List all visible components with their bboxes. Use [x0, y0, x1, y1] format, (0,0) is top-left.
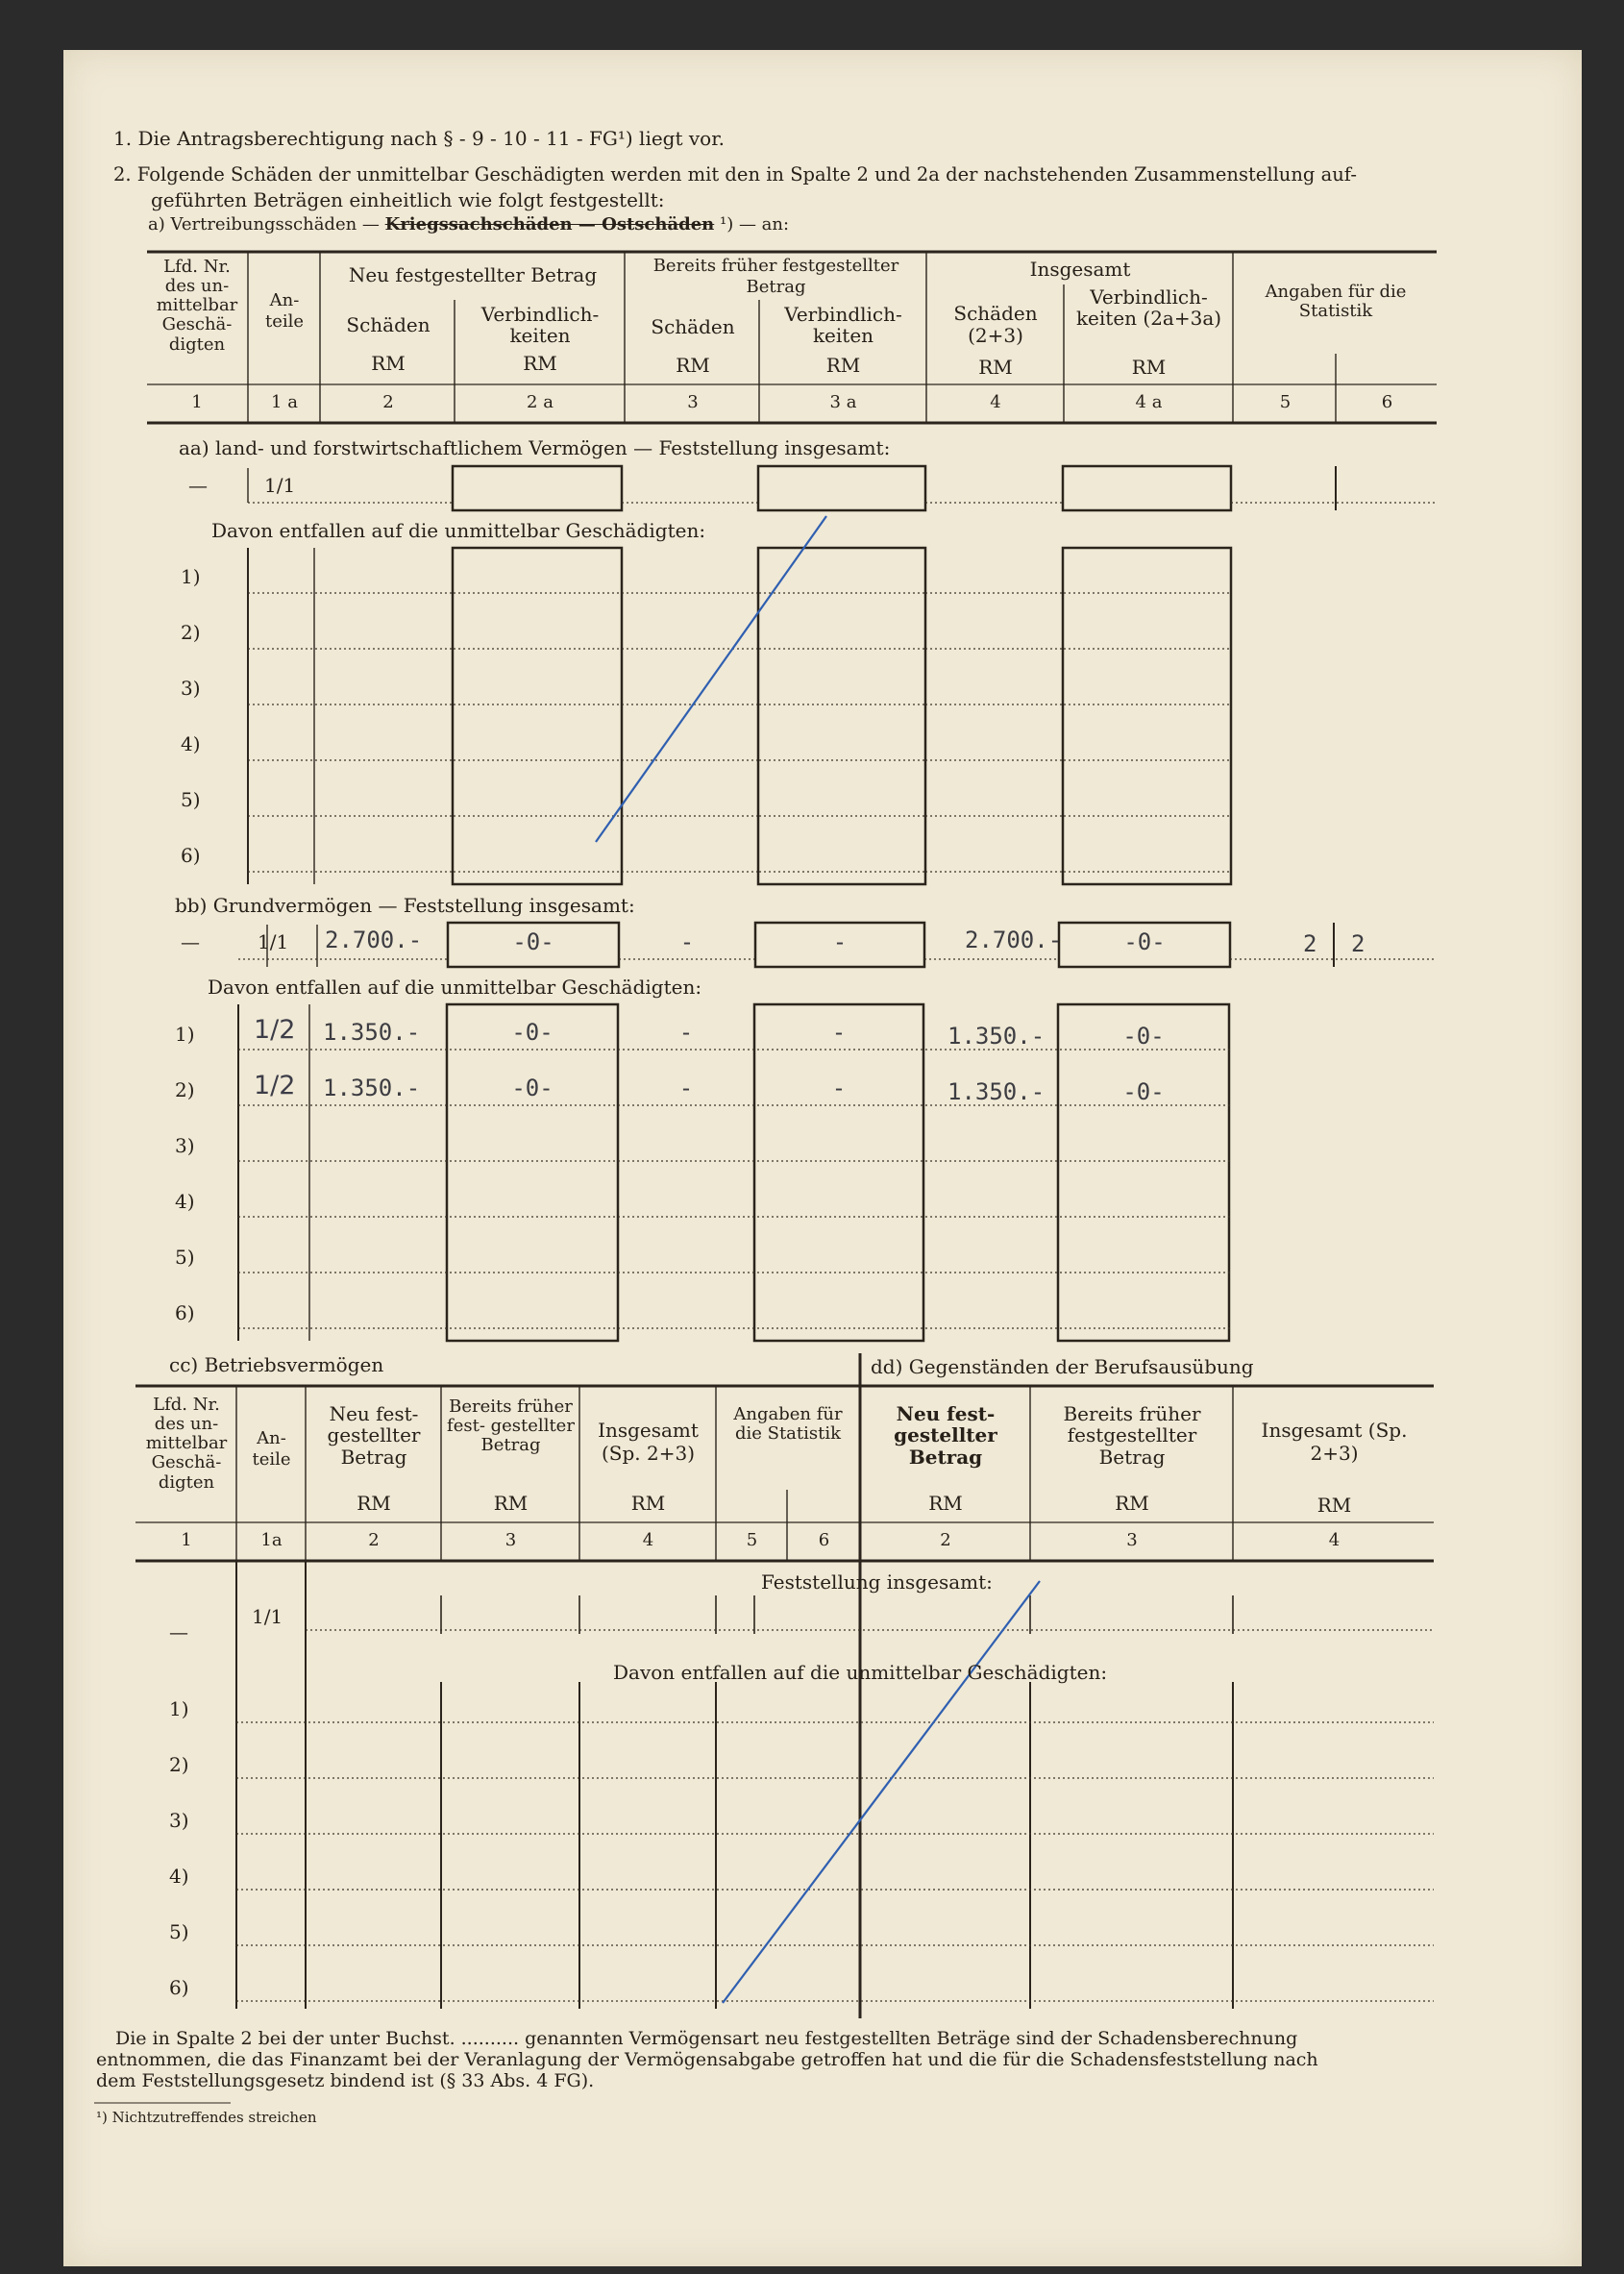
t2-colnum-3: 3: [504, 1530, 517, 1550]
t1-rm-3: RM: [676, 354, 710, 377]
bb-entry-1-neu-verb: -0-: [511, 1019, 554, 1046]
t1-rm-4: RM: [978, 356, 1013, 379]
t1-header-angaben: Angaben für die Statistik: [1265, 282, 1407, 322]
t1-rm-4a: RM: [1131, 356, 1167, 379]
t1-colnum-4: 4: [990, 392, 1001, 412]
aa-row-label-6: 6): [181, 844, 201, 867]
t2-dash: —: [169, 1620, 188, 1644]
t2-header-dd-neu: Neu fest- gestellter Betrag: [894, 1402, 997, 1469]
t1-header-neu-schaeden: Schäden: [346, 313, 431, 336]
t1-header-neu-verb: Verbindlich- keiten: [480, 303, 600, 348]
bb-entry-2-insg-verb: -0-: [1122, 1078, 1165, 1105]
t2-colnum-1a: 1a: [260, 1530, 283, 1550]
bb-dash: —: [181, 930, 200, 953]
t1-header-fr-schaeden: Schäden: [651, 315, 735, 338]
footer-line-3: dem Feststellungsgesetz bindend ist (§ 33 Abs. 4 FG).: [96, 2070, 595, 2091]
bb-row-label-4: 4): [175, 1190, 195, 1213]
t1-colnum-4a: 4 a: [1135, 392, 1163, 412]
bb-total-insg-schaeden: 2.700.-: [965, 927, 1063, 953]
t2-row-label-3: 3): [169, 1809, 189, 1832]
t2-colnum-dd-4: 4: [1328, 1530, 1341, 1550]
damage-type-selected: a) Vertreibungsschäden —: [148, 214, 380, 235]
bb-entry-2-neu-verb: -0-: [511, 1075, 554, 1101]
t1-header-neu: Neu festgestellter Betrag: [348, 263, 598, 286]
t1-rm-2: RM: [371, 352, 406, 375]
t1-colnum-3: 3: [687, 392, 699, 412]
bb-total-neu-schaeden: 2.700.-: [325, 927, 423, 953]
t2-feststellung: Feststellung insgesamt:: [761, 1570, 993, 1594]
bb-entry-2-fr-schaeden: -: [678, 1075, 694, 1101]
t2-rm-2: RM: [357, 1492, 391, 1515]
aa-row-label-2: 2): [181, 621, 201, 644]
aa-row-label-4: 4): [181, 732, 201, 755]
bb-total-stat-5: 2: [1303, 930, 1317, 957]
t1-header-frueher: Bereits früher festgestellter Betrag: [652, 256, 899, 297]
t1-rm-3a: RM: [825, 354, 861, 377]
t2-colnum-1: 1: [181, 1530, 192, 1550]
t1-colnum-2a: 2 a: [527, 392, 554, 412]
t1-header-insg: Insgesamt: [1029, 258, 1131, 281]
t2-row-label-2: 2): [169, 1753, 189, 1776]
t2-rm-dd-3: RM: [1115, 1492, 1149, 1515]
t2-header-angaben: Angaben für die Statistik: [733, 1404, 843, 1445]
damage-type-line: [148, 216, 789, 234]
bb-entry-1-neu-schaeden: 1.350.-: [323, 1019, 421, 1046]
t1-colnum-3a: 3 a: [829, 392, 857, 412]
damage-type-suffix: ¹) — an:: [720, 214, 790, 235]
t2-header-insg: Insgesamt (Sp. 2+3): [598, 1419, 699, 1465]
t2-colnum-2: 2: [368, 1530, 380, 1550]
bb-row-label-2: 2): [175, 1078, 195, 1101]
t2-header-neu: Neu fest- gestellter Betrag: [327, 1402, 421, 1469]
t2-row-label-6: 6): [169, 1976, 189, 1999]
t2-colnum-4: 4: [642, 1530, 654, 1550]
t1-header-lfd-nr: Lfd. Nr. des un- mittelbar Geschä- digten: [156, 257, 238, 355]
aa-dash: —: [188, 474, 208, 497]
t2-header-dd-frueher: Bereits früher festgestellter Betrag: [1063, 1402, 1201, 1469]
bb-davon: Davon entfallen auf die unmittelbar Geschädigten:: [208, 976, 702, 999]
t2-header-lfd-nr: Lfd. Nr. des un- mittelbar Geschä- digten: [145, 1395, 228, 1493]
bb-row-label-3: 3): [175, 1134, 195, 1157]
bb-total-stat-6: 2: [1351, 930, 1366, 957]
bb-total-insg-verb: -0-: [1123, 928, 1166, 955]
pen-stroke-aa: [596, 516, 826, 842]
t1-colnum-6: 6: [1381, 392, 1393, 412]
t1-colnum-1: 1: [191, 392, 203, 412]
bb-row-label-6: 6): [175, 1301, 195, 1324]
t1-rm-2a: RM: [523, 352, 557, 375]
t1-header-anteile: An- teile: [264, 290, 305, 332]
t1-header-insg-verb: Verbindlich- keiten (2a+3a): [1075, 285, 1222, 331]
t2-anteil: 1/1: [252, 1605, 283, 1628]
bb-entry-2-neu-schaeden: 1.350.-: [323, 1075, 421, 1101]
bb-row-label-1: 1): [175, 1023, 195, 1046]
bb-row-label-5: 5): [175, 1246, 195, 1269]
cc-title: cc) Betriebsvermögen: [169, 1353, 384, 1376]
preamble-item-1: 1. Die Antragsberechtigung nach § - 9 - 10 - 11 - FG¹) liegt vor.: [113, 127, 725, 150]
t2-header-frueher: Bereits früher fest- gestellter Betrag: [447, 1397, 575, 1456]
preamble-item-2-line-2: geführten Beträgen einheitlich wie folgt festgestellt:: [151, 188, 665, 211]
t2-row-label-4: 4): [169, 1865, 189, 1888]
t2-rm-4: RM: [630, 1492, 666, 1515]
t2-colnum-dd-2: 2: [940, 1530, 951, 1550]
damage-type-struck: Kriegssachschäden — Ostschäden: [384, 214, 715, 235]
bb-anteil: 1/1: [258, 930, 289, 953]
bb-entry-1-fr-verb: -: [831, 1019, 847, 1046]
bb-entry-2-anteil: 1/2: [254, 1071, 296, 1100]
t2-row-label-5: 5): [169, 1920, 189, 1943]
bb-entry-1-insg-schaeden: 1.350.-: [947, 1023, 1046, 1050]
footer-line-2: entnommen, die das Finanzamt bei der Veranlagung der Vermögensabgabe getroffen hat und die für die Schadensfeststellung nach: [96, 2049, 1318, 2070]
pen-stroke-cc-dd: [723, 1581, 1040, 2003]
t1-header-insg-schaeden: Schäden (2+3): [953, 302, 1038, 347]
aa-anteil: 1/1: [264, 474, 296, 497]
bb-total-fr-verb: -: [832, 928, 848, 955]
bb-entry-1-fr-schaeden: -: [678, 1019, 694, 1046]
aa-title: aa) land- und forstwirtschaftlichem Vermögen — Feststellung insgesamt:: [179, 436, 891, 459]
t2-header-dd-insg: Insgesamt (Sp. 2+3): [1261, 1419, 1408, 1465]
t1-colnum-5: 5: [1279, 392, 1292, 412]
aa-row-label-1: 1): [181, 565, 201, 588]
bb-entry-1-anteil: 1/2: [254, 1015, 296, 1045]
t2-colnum-dd-3: 3: [1126, 1530, 1138, 1550]
t1-colnum-2: 2: [382, 392, 394, 412]
t2-rm-3: RM: [493, 1492, 529, 1515]
t2-colnum-6: 6: [818, 1530, 830, 1550]
footnote: ¹) Nichtzutreffendes streichen: [96, 2109, 317, 2126]
t2-rm-dd-2: RM: [928, 1492, 963, 1515]
t1-colnum-1a: 1 a: [271, 392, 298, 412]
t2-rm-dd-4: RM: [1316, 1494, 1352, 1517]
bb-entry-1-insg-verb: -0-: [1122, 1023, 1165, 1050]
bb-total-fr-schaeden: -: [679, 928, 695, 955]
bb-entry-2-insg-schaeden: 1.350.-: [947, 1078, 1046, 1105]
preamble-item-2-line-1: 2. Folgende Schäden der unmittelbar Geschädigten werden mit den in Spalte 2 und 2a der nachstehenden Zusammenstellung auf-: [113, 163, 1357, 185]
aa-row-label-3: 3): [181, 677, 201, 700]
t2-row-label-1: 1): [169, 1697, 189, 1720]
aa-row-label-5: 5): [181, 788, 201, 811]
t1-header-fr-verb: Verbindlich- keiten: [784, 303, 902, 348]
bb-total-neu-verb: -0-: [512, 928, 554, 955]
t2-header-anteile: An- teile: [252, 1428, 291, 1470]
bb-entry-2-fr-verb: -: [831, 1075, 847, 1101]
t2-colnum-5: 5: [746, 1530, 758, 1550]
aa-davon: Davon entfallen auf die unmittelbar Geschädigten:: [211, 519, 706, 542]
bb-title: bb) Grundvermögen — Feststellung insgesamt:: [175, 894, 635, 917]
t2-davon: Davon entfallen auf die unmittelbar Geschädigten:: [613, 1661, 1108, 1684]
dd-title: dd) Gegenständen der Berufsausübung: [871, 1355, 1254, 1378]
footer-line-1: Die in Spalte 2 bei der unter Buchst. .......... genannten Vermögensart neu festgestellten Beträge sind der Schadensberechnung: [115, 2028, 1298, 2049]
